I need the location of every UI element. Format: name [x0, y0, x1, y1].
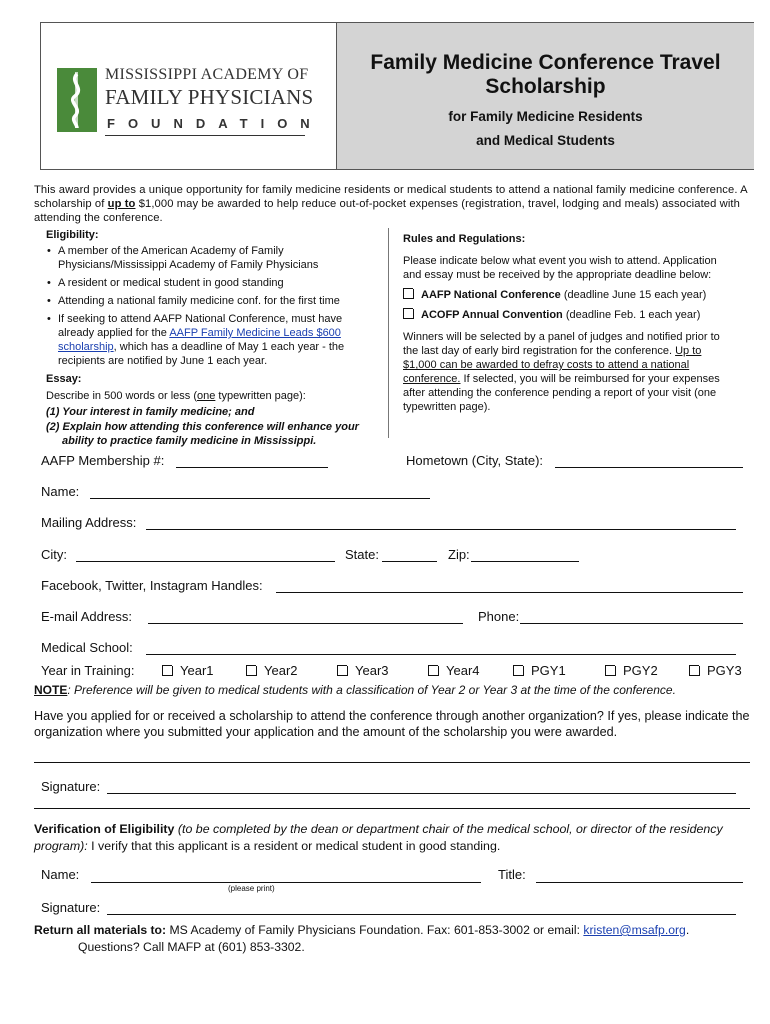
rules-column — [403, 232, 733, 414]
year-option-label: Year2 — [264, 663, 298, 678]
subtitle-line2: and Medical Students — [476, 133, 615, 148]
verifier-name-input[interactable] — [91, 882, 481, 883]
state-label: State: — [345, 547, 379, 562]
section-separator — [34, 808, 750, 809]
verifier-name-label: Name: — [41, 867, 80, 882]
eligibility-item: • A member of the American Academy of Family Physicians/Mississippi Academy of Family Physicians — [58, 244, 376, 272]
intro-paragraph — [34, 183, 750, 225]
essay-point-1: (1) Your interest in family medicine; and — [46, 406, 255, 418]
note-text — [34, 683, 676, 697]
year-option[interactable] — [689, 663, 742, 678]
year-option[interactable] — [605, 663, 658, 678]
checkbox-icon[interactable] — [246, 665, 257, 676]
essay-desc-one: one — [197, 390, 216, 402]
eligibility-item4-post: , which has a deadline of May 1 each year - the recipients are notified by June 1 each year. — [58, 341, 345, 367]
year-option-label: Year3 — [355, 663, 389, 678]
year-option-label: PGY2 — [623, 663, 658, 678]
header-box — [40, 22, 754, 170]
year-option[interactable] — [162, 663, 214, 678]
checkbox-icon[interactable] — [428, 665, 439, 676]
essay-point-2: (2) Explain how attending this conference will enhance your ability to practice family medicine in Mississippi. — [46, 421, 359, 447]
email-link[interactable]: kristen@msafp.org — [583, 923, 686, 937]
eligibility-item: • Attending a national family medicine conf. for the first time — [58, 294, 376, 308]
eligibility-list — [46, 244, 376, 368]
intro-text-1: This award provides a unique opportunity for family medicine residents or medical students to attend a national family medicine conference. A scholarship of — [34, 184, 748, 210]
return-heading: Return all materials to: — [34, 923, 167, 937]
year-option-label: PGY1 — [531, 663, 566, 678]
page-subtitle — [337, 105, 754, 153]
please-print-hint: (please print) — [228, 884, 275, 893]
subtitle-line1: for Family Medicine Residents — [448, 109, 643, 124]
hometown-input[interactable] — [555, 467, 743, 468]
title-panel — [336, 23, 754, 169]
year-option-label: Year1 — [180, 663, 214, 678]
email-input[interactable] — [148, 623, 463, 624]
aafp-option-deadline: (deadline June 15 each year) — [560, 289, 707, 301]
mailing-address-input[interactable] — [146, 529, 736, 530]
verifier-signature-input[interactable] — [107, 914, 736, 915]
city-label: City: — [41, 547, 67, 562]
zip-label: Zip: — [448, 547, 470, 562]
checkbox-icon[interactable] — [403, 308, 414, 319]
phone-label: Phone: — [478, 609, 520, 624]
year-option[interactable] — [428, 663, 480, 678]
rules-selection-paragraph — [403, 330, 733, 414]
acofp-option-deadline: (deadline Feb. 1 each year) — [562, 309, 701, 321]
verifier-title-label: Title: — [498, 867, 526, 882]
questions-line: Questions? Call MAFP at (601) 853-3302. — [78, 940, 305, 954]
return-period: . — [685, 923, 690, 937]
medical-school-input[interactable] — [146, 654, 736, 655]
phone-input[interactable] — [520, 623, 743, 624]
aafp-scholarship-link[interactable]: AAFP Family Medicine Leads $600 scholarship — [58, 327, 341, 353]
rules-para2-pre: Winners will be selected by a panel of judges and notified prior to the last day of early bird registration for the conference. — [403, 331, 720, 357]
year-option-label: Year4 — [446, 663, 480, 678]
hometown-label: Hometown (City, State): — [406, 453, 544, 468]
answer-line[interactable] — [34, 762, 750, 763]
membership-label: AAFP Membership #: — [41, 453, 165, 468]
checkbox-icon[interactable] — [337, 665, 348, 676]
city-input[interactable] — [76, 561, 335, 562]
zip-input[interactable] — [471, 561, 579, 562]
verification-heading: Verification of Eligibility — [34, 822, 175, 836]
aafp-option-name: AAFP National Conference — [421, 289, 561, 301]
signature-input[interactable] — [107, 793, 736, 794]
eligibility-item: • A resident or medical student in good standing — [58, 276, 376, 290]
aafp-option[interactable] — [403, 288, 733, 302]
checkbox-icon[interactable] — [403, 288, 414, 299]
year-option[interactable] — [337, 663, 389, 678]
verifier-title-input[interactable] — [536, 882, 743, 883]
eligibility-item — [58, 312, 376, 368]
email-label: E-mail Address: — [41, 609, 133, 624]
year-label: Year in Training: — [41, 663, 135, 678]
org-name-line3: FOUNDATION — [107, 116, 323, 131]
year-option[interactable] — [513, 663, 566, 678]
acofp-option-name: ACOFP Annual Convention — [421, 309, 563, 321]
org-name-line2: FAMILY PHYSICIANS — [105, 85, 314, 109]
other-scholarship-question: Have you applied for or received a scholarship to attend the conference through another organization? If yes, please indicate the organization where you submitted your application and the amount of the scholarship you were awarded. — [34, 709, 750, 739]
essay-desc-post: typewritten page): — [215, 390, 306, 402]
verifier-signature-label: Signature: — [41, 900, 101, 915]
verification-text: I verify that this applicant is a resident or medical student in good standing. — [87, 839, 501, 853]
rules-heading: Rules and Regulations: — [403, 233, 526, 245]
logo-panel — [41, 23, 336, 169]
foundation-logo-icon — [57, 68, 97, 132]
verification-paragraph — [34, 821, 754, 855]
intro-up-to: up to — [107, 198, 136, 210]
title-line1: Family Medicine Conference Travel — [370, 51, 721, 74]
membership-input[interactable] — [176, 467, 328, 468]
checkbox-icon[interactable] — [513, 665, 524, 676]
eligibility-item4-pre: If seeking to attend AAFP National Conference, must have already applied for the — [58, 313, 343, 339]
org-name-line1: MISSISSIPPI ACADEMY OF — [105, 66, 309, 83]
verification-italic: (to be completed by the dean or department chair of the medical school, or director of the residency program): — [34, 822, 723, 853]
checkbox-icon[interactable] — [605, 665, 616, 676]
year-option-label: PGY3 — [707, 663, 742, 678]
eligibility-column — [46, 228, 376, 448]
signature-label: Signature: — [41, 779, 101, 794]
intro-text-2: $1,000 may be awarded to help reduce out-of-pocket expenses (registration, travel, lodging and meals) associated with attending the conference. — [34, 198, 740, 224]
rules-intro: Please indicate below what event you wish to attend. Application and essay must be received by the appropriate deadline below: — [403, 255, 717, 281]
title-line2: Scholarship — [485, 75, 606, 98]
name-label: Name: — [41, 484, 80, 499]
rules-para2-underlined: Up to $1,000 can be awarded to defray costs to attend a national conference. — [403, 345, 702, 385]
state-input[interactable] — [382, 561, 437, 562]
return-text: MS Academy of Family Physicians Foundation. Fax: 601-853-3002 or email: — [166, 923, 584, 937]
mailing-label: Mailing Address: — [41, 515, 137, 530]
acofp-option[interactable] — [403, 308, 733, 322]
note-body: : Preference will be given to medical students with a classification of Year 2 or Year 3 at the time of the conference. — [67, 683, 676, 697]
column-divider — [388, 228, 389, 438]
logo-rule — [105, 135, 305, 136]
essay-desc-pre: Describe in 500 words or less ( — [46, 390, 198, 402]
school-label: Medical School: — [41, 640, 133, 655]
name-input[interactable] — [90, 498, 430, 499]
checkbox-icon[interactable] — [162, 665, 173, 676]
year-option[interactable] — [246, 663, 298, 678]
essay-heading: Essay: — [46, 373, 82, 385]
checkbox-icon[interactable] — [689, 665, 700, 676]
rules-para2-post: If selected, you will be reimbursed for your expenses after attending the conference pending a report of your visit (one typewritten page). — [403, 373, 720, 413]
eligibility-heading: Eligibility: — [46, 229, 99, 241]
page-title — [337, 51, 754, 99]
note-label: NOTE — [34, 683, 68, 697]
return-instructions — [34, 922, 754, 956]
social-label: Facebook, Twitter, Instagram Handles: — [41, 578, 263, 593]
essay-description — [46, 389, 376, 403]
social-handles-input[interactable] — [276, 592, 743, 593]
